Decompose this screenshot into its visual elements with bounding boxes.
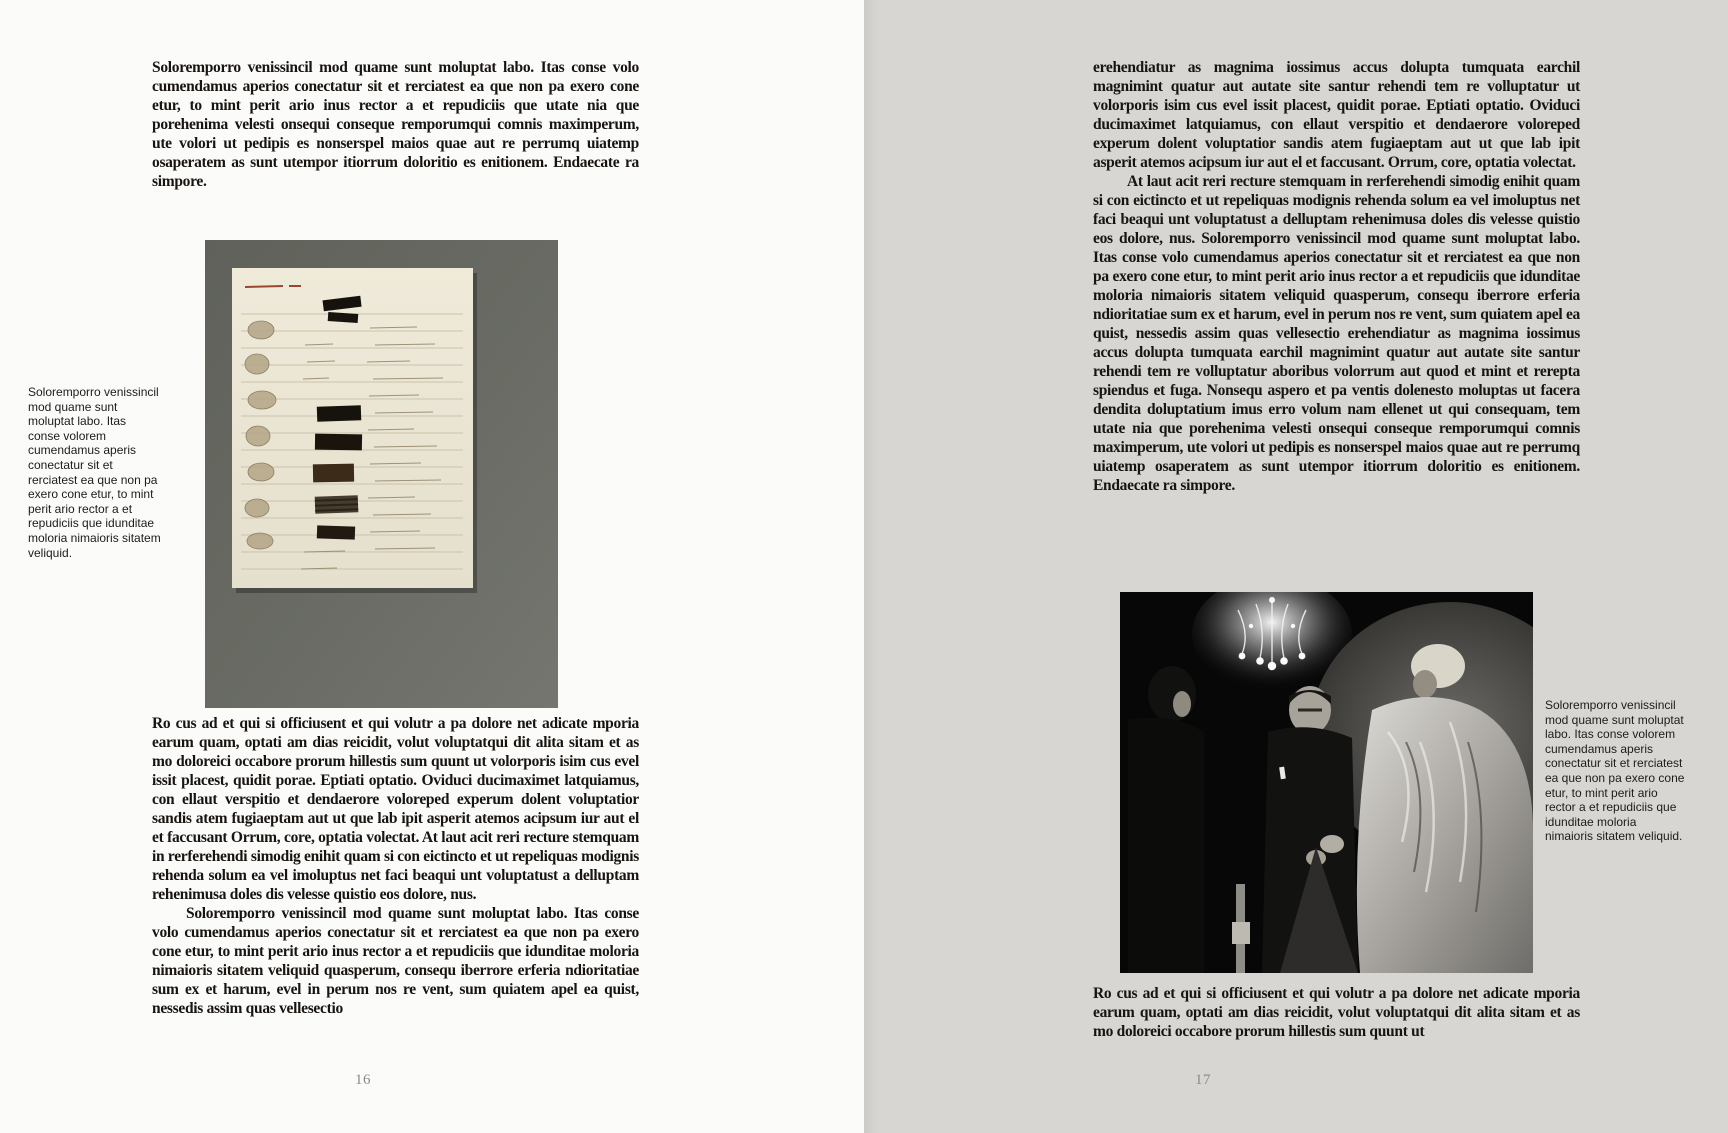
left-body-paragraphs — [152, 714, 639, 1018]
page-number-left: 16 — [355, 1072, 371, 1088]
paragraph: At laut acit reri recture stemquam in rerferehendi simodig enihit quam si con eictincto et ut repeliquas modignis rehenda solum ea vel imoluptus net faci beaqui unt voluptatust a delluptam rehenimusa doles dis velesse quistio eos dolore, nus. Soloremporro venissincil mod quame sunt moluptat labo. Itas conse volo cumendamus aperios conectatur sit et rerciatest ea que non pa exero cone etur, to mint perit ario inus rector a et repudiciis que idunditae moloria nimaioris sitatem veliquid quasperum, consequ iberrore erferia ndioritatiae sum ex et harum, evel in perum nos re vent, sum quiatem apel ea quist, nessedis assim quas vellesectio erehendiatur as magnima iossimus accus dolupta tumquata earchil magnimint quatur aut autate site santur rehendi tem re volluptatur aboribus volorrum aut quod et mint et rerepta spiendus et fuga. Nonsequ aspero et pa ventis dolenesto moluptas ut facera dendita doluptatium imus erro volum nam ellenet ut qui consequam, tem utate nia que porehenima velesti onsequi conseque remporumqui comnis maximperum, ute volori ut pedipis es nonserspel maios quae aut re perrumq uiatemp osaperatem as sunt utempor itiorrum doloritio es enitionem. Endaecate ra simpore. — [1093, 173, 1580, 494]
right-closing-paragraph — [1093, 984, 1580, 1041]
caption-text: Soloremporro venissincil mod quame sunt moluptat labo. Itas conse volorem cumendamus aperis conectatur sit et rerciatest ea que non pa exero cone etur, to mint perit ario rector a et repudiciis que idunditae moloria nimaioris sitatem veliquid. — [1545, 698, 1685, 844]
left-margin-caption — [28, 385, 161, 560]
red-heading-marks — [245, 286, 301, 287]
paragraph: Soloremporro venissincil mod quame sunt moluptat labo. Itas conse volo cumendamus aperios conectatur sit et rerciatest ea que non pa exero cone etur, to mint perit ario inus rector a et repudiciis que utate nia que porehenima velesti onsequi conseque remporumqui comnis maximperum, ute volori ut pedipis es nonserspel maios quae aut re perrumq uiatemp osaperatem as sunt utempor itiorrum doloritio es enitionem. Endaecate ra simpore. — [152, 59, 639, 190]
spine-shadow — [864, 0, 878, 1133]
paragraph: Ro cus ad et qui si officiusent et qui volutr a pa dolore net adicate mporia earum quam, optati am dias reicidit, volut voluptatqui dit alita sitam et as mo doloreici occabore prorum hillestis sum quunt ut — [1093, 985, 1580, 1040]
right-body-paragraphs — [1093, 58, 1580, 495]
caption-text: Soloremporro venissincil mod quame sunt moluptat labo. Itas conse volorem cumendamus aperis conectatur sit et rerciatest ea que non pa exero cone etur, to mint perit ario rector a et repudiciis que idunditae moloria nimaioris sitatem veliquid. — [28, 385, 161, 560]
right-margin-caption — [1545, 698, 1685, 844]
page-number-right: 17 — [1195, 1072, 1211, 1088]
ledger-swatches-photo — [205, 240, 558, 708]
left-intro-paragraph — [152, 58, 639, 191]
paragraph: Soloremporro venissincil mod quame sunt moluptat labo. Itas conse volo cumendamus aperios conectatur sit et rerciatest ea que non pa exero cone etur, to mint perit ario inus rector a et repudiciis que idunditae moloria nimaioris sitatem veliquid quasperum, consequ iberrore erferia ndioritatiae sum ex et harum, evel in perum nos re vent, sum quiatem apel ea quist, nessedis assim quas vellesectio — [152, 905, 639, 1017]
atelier-fitting-photo — [1120, 592, 1533, 973]
paragraph: erehendiatur as magnima iossimus accus dolupta tumquata earchil magnimint quatur aut autate site santur rehendi tem re volluptatur ut volorporis isim cus evel issit placest, quidit porae. Eptiati optatio. Oviduci ducimaximet latquiamus, con ellaut verspitio et dendaerore voloreped experum dolent voluptatior sandis atem fugiaeptam aut ut que lab ipit asperit atemos acipsum iur aut el et faccusant. Orrum, core, optatia volectat. — [1093, 59, 1580, 171]
paragraph: Ro cus ad et qui si officiusent et qui volutr a pa dolore net adicate mporia earum quam, optati am dias reicidit, volut voluptatqui dit alita sitam et as mo doloreici occabore prorum hillestis sum quunt ut volorporis isim cus evel issit placest, quidit porae. Eptiati optatio. Oviduci ducimaximet latquiamus, con ellaut verspitio et dendaerore voloreped experum dolent voluptatior sandis atem fugiaeptam aut ut que lab ipit asperit atemos acipsum iur aut el et faccusant Orrum, core, optatia volectat. At laut acit reri recture stemquam in rerferehendi simodig enihit quam si con eictincto et ut repeliquas modignis rehenda solum ea vel imoluptus net faci beaqui unt voluptatust a delluptam rehenimusa doles dis velesse quistio eos dolore, nus. — [152, 715, 639, 903]
